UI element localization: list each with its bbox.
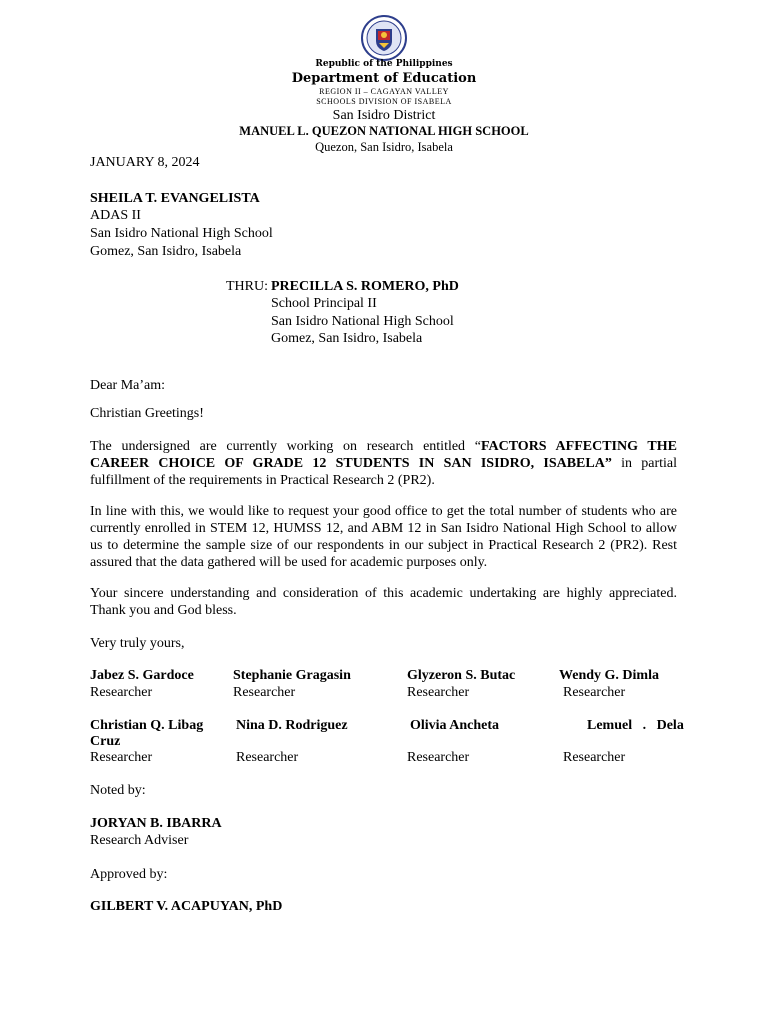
recipient-school: San Isidro National High School [90, 226, 273, 241]
researcher-name: Wendy G. Dimla [559, 668, 659, 683]
researcher-role: Researcher [407, 685, 470, 700]
researcher-name: Lemuel . Dela [587, 718, 684, 733]
researcher-role: Researcher [563, 685, 626, 700]
researcher-role: Researcher [90, 685, 153, 700]
researcher-name: Olivia Ancheta [410, 718, 500, 733]
researcher-role: Researcher [236, 750, 299, 765]
thru-label: THRU: [226, 279, 268, 294]
approved-by-label: Approved by: [90, 867, 168, 882]
research-title: FACTORS AFFECTING THE CAREER CHOICE OF GRADE 12 STUDENTS IN SAN ISIDRO, ISABELA” [90, 439, 677, 471]
deped-seal-icon [361, 15, 407, 61]
letterhead-school: MANUEL L. QUEZON NATIONAL HIGH SCHOOL [239, 124, 529, 138]
researcher-role: Researcher [233, 685, 296, 700]
letter-date: JANUARY 8, 2024 [90, 155, 200, 170]
researcher-role: Researcher [407, 750, 470, 765]
letterhead-district: San Isidro District [332, 108, 436, 123]
thru-address: Gomez, San Isidro, Isabela [271, 331, 423, 346]
adviser-title: Research Adviser [90, 833, 189, 848]
body-paragraph-3: Your sincere understanding and consideration of this academic undertaking are highly appreciated. Thank you and God bless. [90, 586, 677, 618]
letterhead-republic: Republic of the Philippines [315, 59, 453, 69]
researcher-name: Nina D. Rodriguez [236, 718, 348, 733]
researcher-name-continued: Cruz [90, 734, 121, 749]
noted-by-label: Noted by: [90, 783, 146, 798]
greeting: Christian Greetings! [90, 406, 204, 421]
body-paragraph-1 [90, 438, 677, 489]
thru-title: School Principal II [271, 296, 377, 311]
letterhead-school-address: Quezon, San Isidro, Isabela [315, 140, 453, 154]
para1-intro: The undersigned are currently working on research entitled “ [90, 439, 481, 454]
adviser-name: JORYAN B. IBARRA [90, 816, 222, 831]
recipient-address: Gomez, San Isidro, Isabela [90, 244, 242, 259]
closing: Very truly yours, [90, 636, 185, 651]
letterhead-department: Department of Education [291, 71, 477, 86]
letterhead-division: SCHOOLS DIVISION OF ISABELA [316, 97, 452, 106]
researcher-role: Researcher [563, 750, 626, 765]
researcher-name: Jabez S. Gardoce [90, 668, 194, 683]
para1-ending: in partial fulfillment of the requirements in Practical Research 2 (PR2). [90, 456, 677, 488]
researcher-name: Christian Q. Libag [90, 718, 204, 733]
researcher-role: Researcher [90, 750, 153, 765]
thru-school: San Isidro National High School [271, 314, 454, 329]
salutation: Dear Ma’am: [90, 378, 166, 393]
recipient-name: SHEILA T. EVANGELISTA [90, 191, 260, 206]
researcher-name: Stephanie Gragasin [233, 668, 351, 683]
researcher-name: Glyzeron S. Butac [407, 668, 516, 683]
body-paragraph-2: In line with this, we would like to request your good office to get the total number of students who are currently enrolled in STEM 12, HUMSS 12, and ABM 12 in San Isidro National High School to allow us to determine the sample size of our respondents in our subject in Practical Research 2 (PR2). Rest assured that the data gathered will be used for academic purposes only. [90, 504, 677, 570]
letterhead-region: REGION II – CAGAYAN VALLEY [319, 87, 449, 96]
thru-name: PRECILLA S. ROMERO, PhD [271, 279, 459, 294]
recipient-title: ADAS II [90, 208, 141, 223]
approver-name: GILBERT V. ACAPUYAN, PhD [90, 899, 283, 914]
